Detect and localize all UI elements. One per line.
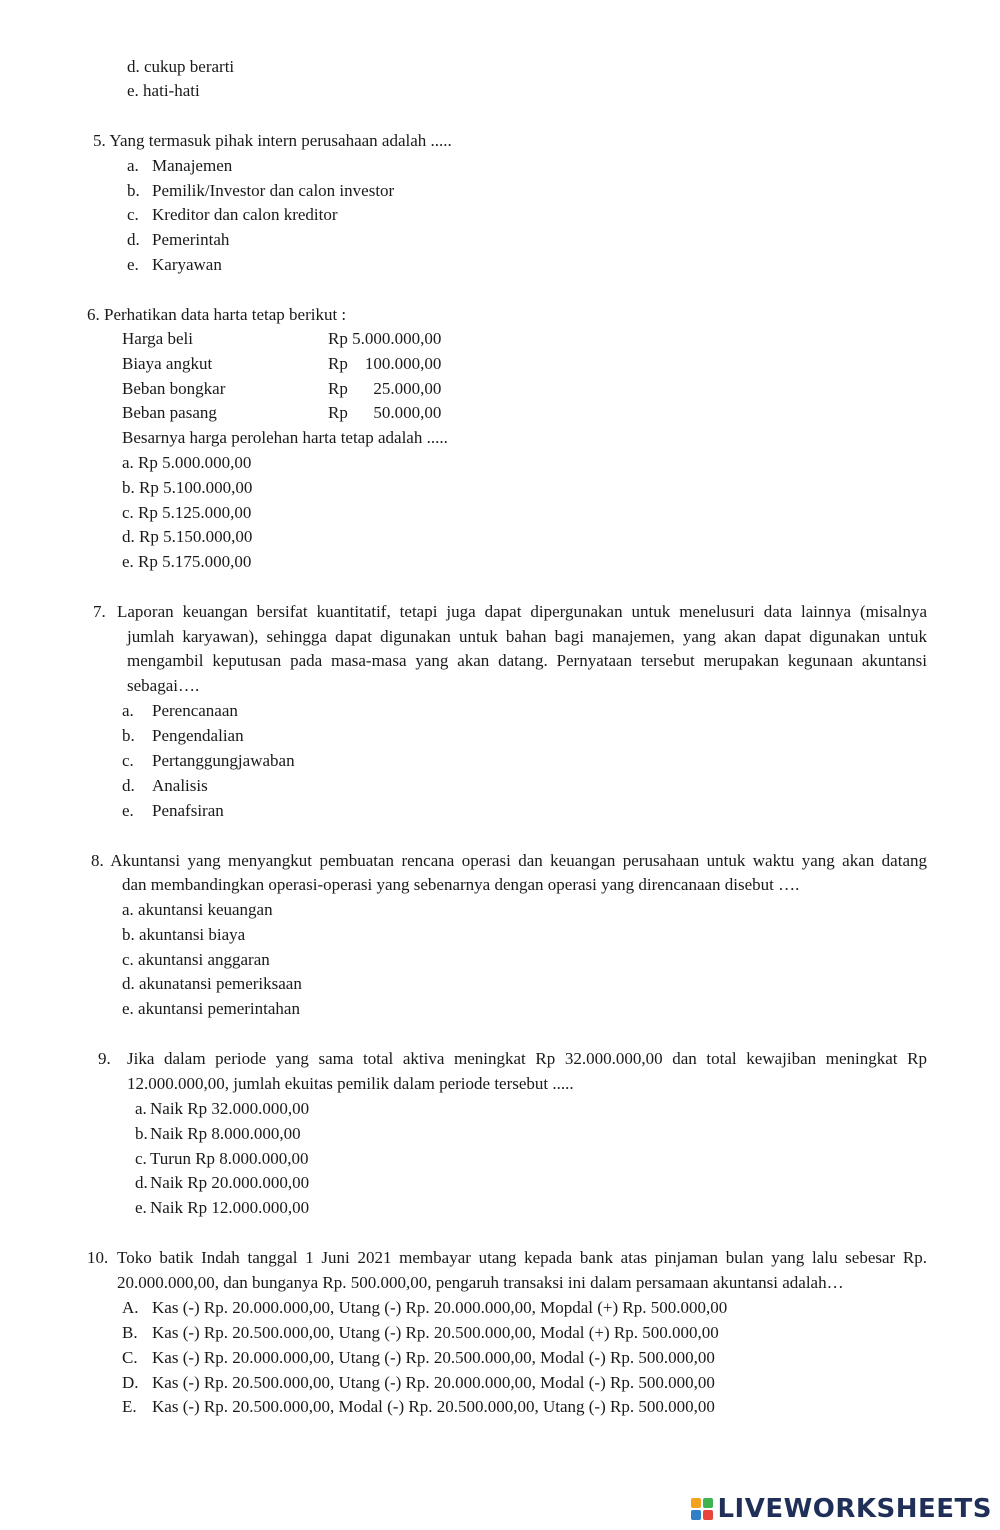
q9-option-d[interactable]: d. Naik Rp 20.000.000,00	[135, 1173, 310, 1192]
logo-square	[691, 1498, 701, 1508]
q8-option-c[interactable]: c. akuntansi anggaran	[122, 950, 270, 969]
q6-row-label: Beban bongkar	[122, 379, 226, 398]
q9-question-line: Jika dalam periode yang sama total aktiva meningkat Rp 32.000.000,00 dan total kewajiban meningkat Rp	[127, 1049, 927, 1068]
q5-option-a[interactable]: a. Manajemen	[127, 156, 233, 175]
q10-option-e[interactable]: E. Kas (-) Rp. 20.500.000,00, Modal (-) Rp. 20.500.000,00, Utang (-) Rp. 500.000,00	[122, 1397, 715, 1416]
q8-option-a[interactable]: a. akuntansi keuangan	[122, 900, 273, 919]
q7-text-line: jumlah karyawan), sehingga dapat digunakan untuk bahan bagi manajemen, yang akan dapat digunakan untuk	[127, 627, 927, 646]
q10-option-a[interactable]: A. Kas (-) Rp. 20.000.000,00, Utang (-) Rp. 20.000.000,00, Mopdal (+) Rp. 500.000,00	[122, 1298, 728, 1317]
q7-option-c[interactable]: c. Pertanggungjawaban	[122, 751, 295, 770]
q6-prompt: Besarnya harga perolehan harta tetap adalah .....	[122, 428, 448, 447]
q10-question-line: 20.000.000,00, dan bunganya Rp. 500.000,00, pengaruh transaksi ini dalam persamaan akuntansi adalah…	[117, 1273, 844, 1292]
q8-option-b[interactable]: b. akuntansi biaya	[122, 925, 246, 944]
logo-square	[703, 1510, 713, 1520]
q6-row-value: Rp 100.000,00	[328, 354, 442, 373]
q6-option-c[interactable]: c. Rp 5.125.000,00	[122, 503, 252, 522]
q10-option-b[interactable]: B. Kas (-) Rp. 20.500.000,00, Utang (-) Rp. 20.500.000,00, Modal (+) Rp. 500.000,00	[122, 1323, 719, 1342]
q5-option-c[interactable]: c. Kreditor dan calon kreditor	[127, 205, 338, 224]
q8-option-d[interactable]: d. akunatansi pemeriksaan	[122, 974, 302, 993]
q6-row-label: Biaya angkut	[122, 354, 213, 373]
q9-option-b[interactable]: b. Naik Rp 8.000.000,00	[135, 1124, 301, 1143]
q7-option-d[interactable]: d. Analisis	[122, 776, 208, 795]
q6-row-value: Rp 5.000.000,00	[328, 329, 442, 348]
q4-option-e: e. hati-hati	[127, 81, 200, 100]
q6-option-e[interactable]: e. Rp 5.175.000,00	[122, 552, 252, 571]
q4-option-d: d. cukup berarti	[127, 57, 235, 76]
liveworksheets-logo[interactable]	[691, 1492, 992, 1526]
q8-question-line: dan membandingkan operasi-operasi yang sebenarnya dengan operasi yang direncanaan disebut ….	[122, 875, 800, 894]
q5-option-d[interactable]: d. Pemerintah	[127, 230, 230, 249]
q6-option-a[interactable]: a. Rp 5.000.000,00	[122, 453, 252, 472]
q6-option-b[interactable]: b. Rp 5.100.000,00	[122, 478, 253, 497]
q7-option-e[interactable]: e. Penafsiran	[122, 801, 224, 820]
q9-option-a[interactable]: a. Naik Rp 32.000.000,00	[135, 1099, 310, 1118]
q7-option-b[interactable]: b. Pengendalian	[122, 726, 244, 745]
q5-option-e[interactable]: e. Karyawan	[127, 255, 222, 274]
q10-number: 10.	[87, 1248, 109, 1267]
liveworksheets-logo-icon	[691, 1498, 713, 1520]
q7-text-line: Laporan keuangan bersifat kuantitatif, tetapi juga dapat dipergunakan untuk menelusuri data lainnya (misalnya	[117, 602, 927, 621]
q7-text-line: mengambil keputusan pada masa-masa yang akan datang. Pernyataan tersebut merupakan kegunaan akuntansi	[127, 651, 927, 670]
q10-question-line: Toko batik Indah tanggal 1 Juni 2021 membayar utang kepada bank atas pinjaman bulan yang lalu sebesar Rp.	[117, 1248, 927, 1267]
logo-square	[703, 1498, 713, 1508]
q9-number: 9.	[98, 1049, 111, 1068]
q9-option-e[interactable]: e. Naik Rp 12.000.000,00	[135, 1198, 310, 1217]
q5-option-b[interactable]: b. Pemilik/Investor dan calon investor	[127, 181, 395, 200]
q6-question: 6. Perhatikan data harta tetap berikut :	[87, 305, 347, 324]
q9-question-line: 12.000.000,00, jumlah ekuitas pemilik dalam periode tersebut .....	[127, 1074, 574, 1093]
q7-option-a[interactable]: a. Perencanaan	[122, 701, 238, 720]
q6-row-label: Beban pasang	[122, 403, 217, 422]
q8-question-line: 8. Akuntansi yang menyangkut pembuatan rencana operasi dan keuangan perusahaan untuk waktu yang akan datang	[91, 851, 927, 870]
q7-number: 7.	[93, 602, 106, 621]
logo-square	[691, 1510, 701, 1520]
q5-question: 5. Yang termasuk pihak intern perusahaan adalah .....	[93, 131, 452, 150]
q6-row-value: Rp 25.000,00	[328, 379, 442, 398]
q6-option-d[interactable]: d. Rp 5.150.000,00	[122, 527, 253, 546]
q6-row-value: Rp 50.000,00	[328, 403, 442, 422]
q10-option-c[interactable]: C. Kas (-) Rp. 20.000.000,00, Utang (-) Rp. 20.500.000,00, Modal (-) Rp. 500.000,00	[122, 1348, 715, 1367]
liveworksheets-logo-text: LIVEWORKSHEETS	[717, 1494, 992, 1524]
q9-option-c[interactable]: c. Turun Rp 8.000.000,00	[135, 1149, 309, 1168]
q6-row-label: Harga beli	[122, 329, 193, 348]
q7-text-line: sebagai….	[127, 676, 200, 695]
q10-option-d[interactable]: D. Kas (-) Rp. 20.500.000,00, Utang (-) Rp. 20.000.000,00, Modal (-) Rp. 500.000,00	[122, 1373, 715, 1392]
q8-option-e[interactable]: e. akuntansi pemerintahan	[122, 999, 300, 1018]
